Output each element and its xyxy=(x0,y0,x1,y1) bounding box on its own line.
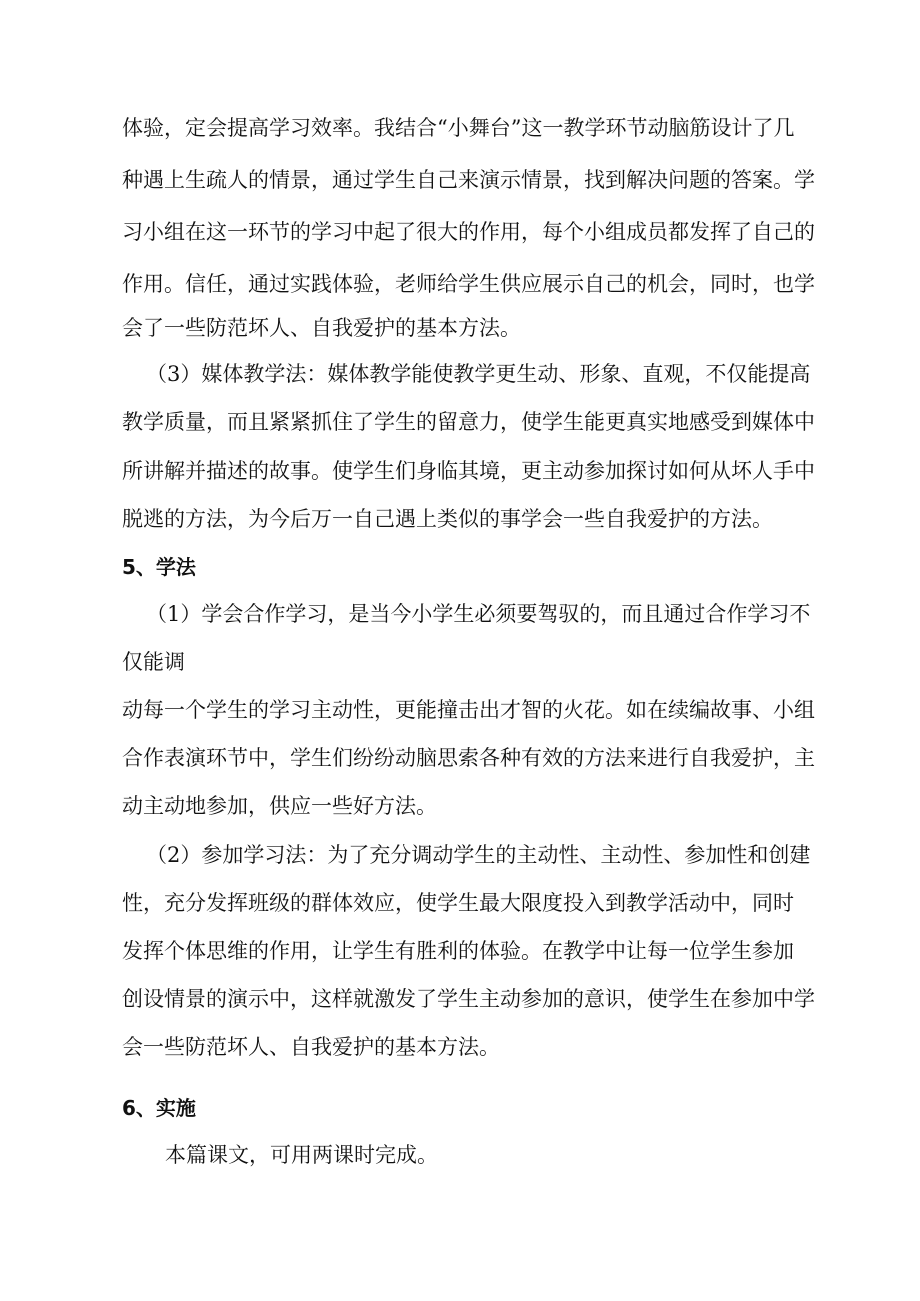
section-heading-5: 5、学法 xyxy=(122,555,196,579)
paragraph-line: 仅能调 xyxy=(122,650,185,674)
paragraph-line: 体验，定会提高学习效率。我结合“小舞台”这一教学环节动脑筋设计了几 xyxy=(122,116,795,140)
paragraph-line: （2）参加学习法：为了充分调动学生的主动性、主动性、参加性和创建 xyxy=(146,843,811,867)
paragraph-line: 动每一个学生的学习主动性，更能撞击出才智的火花。如在续编故事、小组 xyxy=(122,698,815,722)
section-heading-6: 6、实施 xyxy=(122,1096,196,1120)
paragraph-line: 教学质量，而且紧紧抓住了学生的留意力，使学生能更真实地感受到媒体中 xyxy=(122,410,815,434)
paragraph-line: 所讲解并描述的故事。使学生们身临其境，更主动参加探讨如何从坏人手中 xyxy=(122,459,815,483)
paragraph-line: 创设情景的演示中，这样就激发了学生主动参加的意识，使学生在参加中学 xyxy=(122,987,815,1011)
paragraph-line: 发挥个体思维的作用，让学生有胜利的体验。在教学中让每一位学生参加 xyxy=(122,939,794,963)
paragraph-line: （1）学会合作学习，是当今小学生必须要驾驭的，而且通过合作学习不 xyxy=(146,602,811,626)
paragraph-line: 习小组在这一环节的学习中起了很大的作用，每个小组成员都发挥了自己的 xyxy=(122,220,815,244)
paragraph-line: 会了一些防范坏人、自我爱护的基本方法。 xyxy=(122,316,521,340)
paragraph-line: 脱逃的方法，为今后万一自己遇上类似的事学会一些自我爱护的方法。 xyxy=(122,507,773,531)
paragraph-line: 种遇上生疏人的情景，通过学生自己来演示情景，找到解决问题的答案。学 xyxy=(122,168,815,192)
paragraph-line: 合作表演环节中，学生们纷纷动脑思索各种有效的方法来进行自我爱护，主 xyxy=(122,746,815,770)
paragraph-line: 会一些防范坏人、自我爱护的基本方法。 xyxy=(122,1035,500,1059)
closing-sentence: 本篇课文，可用两课时完成。 xyxy=(165,1143,438,1167)
paragraph-line: 动主动地参加，供应一些好方法。 xyxy=(122,794,437,818)
paragraph-line: 作用。信任，通过实践体验，老师给学生供应展示自己的机会，同时，也学 xyxy=(122,272,815,296)
paragraph-line: （3）媒体教学法：媒体教学能使教学更生动、形象、直观，不仅能提高 xyxy=(146,362,811,386)
paragraph-line: 性，充分发挥班级的群体效应，使学生最大限度投入到教学活动中，同时 xyxy=(122,891,794,915)
